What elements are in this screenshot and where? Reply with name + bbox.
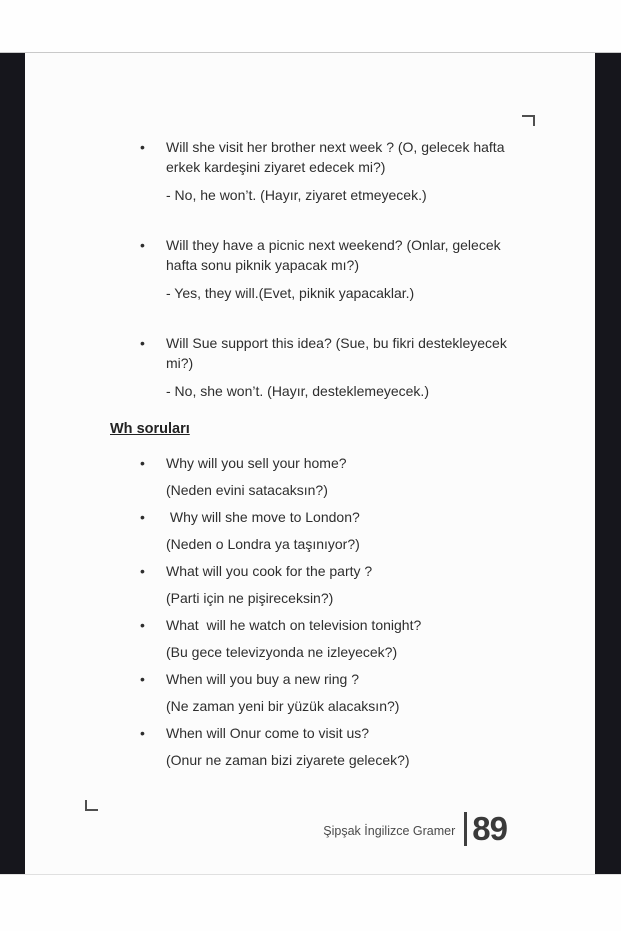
bullet-icon: • (140, 671, 145, 687)
list-item (140, 137, 520, 205)
wh-question-list (140, 450, 570, 774)
page-number: 89 (472, 810, 507, 847)
bullet-icon: • (140, 617, 145, 633)
book-page (25, 53, 595, 874)
answer-text: - No, he won’t. (Hayır, ziyaret etmeyecek.) (166, 187, 427, 203)
bullet-icon: • (140, 335, 145, 351)
bullet-icon: • (140, 563, 145, 579)
translation-text: (Neden o Londra ya taşınıyor?) (166, 536, 360, 552)
question-line (140, 558, 570, 585)
book-title: Şipşak İngilizce Gramer (323, 824, 456, 838)
question-line (140, 235, 520, 275)
list-item (140, 720, 570, 774)
list-item (140, 235, 520, 303)
list-item (140, 666, 570, 720)
question-line (140, 504, 570, 531)
translation-text: (Ne zaman yeni bir yüzük alacaksın?) (166, 698, 400, 714)
list-item (140, 333, 520, 401)
page-footer (323, 810, 507, 848)
section-heading: Wh soruları (110, 421, 190, 437)
bullet-icon: • (140, 237, 145, 253)
question-text: When will Onur come to visit us? (166, 725, 370, 741)
bullet-icon: • (140, 725, 145, 741)
crop-mark-bottom-left-icon (85, 800, 98, 811)
page-band (0, 52, 621, 875)
yes-no-question-list (140, 137, 520, 431)
question-line (140, 720, 570, 747)
list-item (140, 450, 570, 504)
question-line (140, 612, 570, 639)
bullet-icon: • (140, 455, 145, 471)
answer-text: - No, she won’t. (Hayır, desteklemeyecek.) (166, 383, 429, 399)
translation-text: (Parti için ne pişireceksin?) (166, 590, 334, 606)
question-line (140, 137, 520, 177)
question-line (140, 666, 570, 693)
question-text: Why will she move to London? (166, 509, 360, 525)
question-line (140, 450, 570, 477)
list-item (140, 612, 570, 666)
list-item (140, 558, 570, 612)
question-text: Will Sue support this idea? (Sue, bu fikri destekleyecek mi?) (166, 335, 511, 371)
question-text: When will you buy a new ring ? (166, 671, 359, 687)
footer-divider (464, 812, 467, 846)
question-text: Will they have a picnic next weekend? (Onlar, gelecek hafta sonu piknik yapacak mı?) (166, 237, 505, 273)
question-text: Will she visit her brother next week ? (O, gelecek hafta erkek kardeşini ziyaret edecek mi?) (166, 139, 509, 175)
right-dark-margin (595, 53, 621, 874)
list-item (140, 504, 570, 558)
translation-text: (Bu gece televizyonda ne izleyecek?) (166, 644, 398, 660)
question-text: Why will you sell your home? (166, 455, 347, 471)
bullet-icon: • (140, 139, 145, 155)
translation-text: (Onur ne zaman bizi ziyarete gelecek?) (166, 752, 410, 768)
answer-text: - Yes, they will.(Evet, piknik yapacaklar.) (166, 285, 415, 301)
bullet-icon: • (140, 509, 145, 525)
question-text: What will he watch on television tonight? (166, 617, 422, 633)
crop-mark-top-right-icon (522, 115, 535, 126)
left-dark-margin (0, 53, 25, 874)
question-line (140, 333, 520, 373)
translation-text: (Neden evini satacaksın?) (166, 482, 328, 498)
question-text: What will you cook for the party ? (166, 563, 373, 579)
